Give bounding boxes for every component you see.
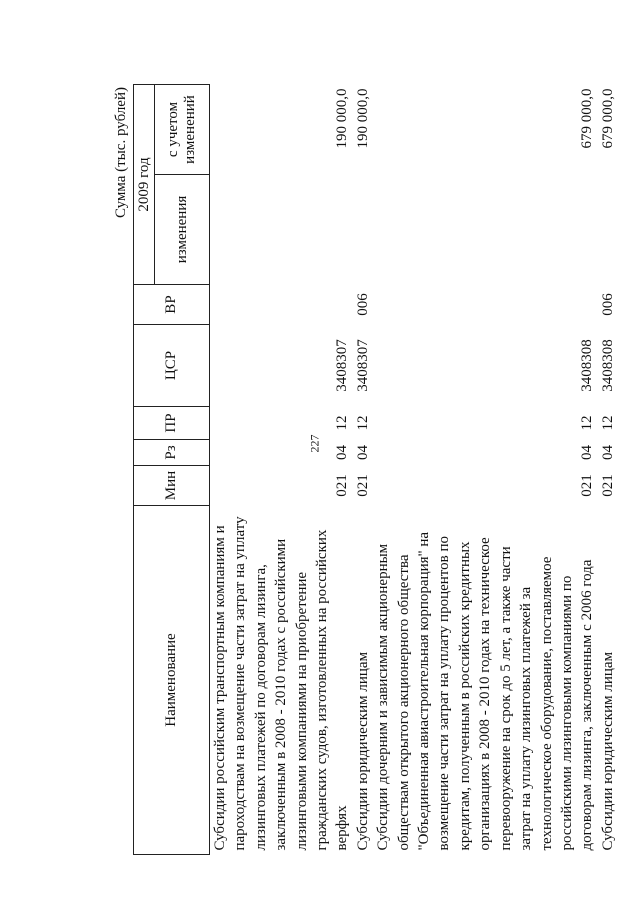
header-vr: ВР xyxy=(134,285,210,325)
row-changes xyxy=(598,175,618,285)
page-number: 227 xyxy=(307,434,322,453)
row-vr xyxy=(373,285,597,325)
table-row xyxy=(598,84,618,854)
row-name: Субсидии дочерним и зависимым акционерным обществам открытого акционерного общества "Объединенная авиастроительная корпорация" на возмещение части затрат на уплату процентов по кредитам, полученным в российских кредитных организациях в 2008 - 2010 годах на техническое перевооружение на срок до 5 лет, а также части затрат на уплату лизинговых платежей за технологическое оборудование, поставляемое российскими лизинговыми компаниями по договорам лизинга, заключенным с 2006 года xyxy=(375,531,596,851)
header-pr: ПР xyxy=(134,407,210,440)
header-with-changes: с учетом изменений xyxy=(155,84,210,174)
row-pr: 12 xyxy=(579,415,596,431)
row-name: Субсидии российским транспортным компаниям и пароходствам на возмещение части затрат на уплату лизинговых платежей по договорам лизинга, заключенным в 2008 - 2010 годах с российскими лизинговыми компаниями на приобретение гражданских судов, изготовленных на российских верфях xyxy=(212,516,351,851)
row-csr: 3408308 xyxy=(599,339,616,392)
header-name: Наименование xyxy=(134,506,210,855)
row-name: Субсидии юридическим лицам xyxy=(599,651,616,851)
row-name: Субсидии юридическим лицам xyxy=(354,651,371,851)
row-csr: 3408307 xyxy=(354,339,371,392)
row-vr xyxy=(210,285,353,325)
row-with-changes: 679 000,0 xyxy=(599,88,616,149)
header-row-1 xyxy=(134,84,155,854)
row-with-changes: 190 000,0 xyxy=(334,88,351,149)
row-min: 021 xyxy=(599,474,616,497)
header-year: 2009 год xyxy=(134,84,155,284)
row-pr: 12 xyxy=(599,415,616,431)
row-changes xyxy=(353,175,373,285)
row-pr: 12 xyxy=(334,415,351,431)
row-vr: 006 xyxy=(354,293,371,316)
rotated-table-block xyxy=(112,85,616,855)
row-vr: 006 xyxy=(599,293,616,316)
row-with-changes: 190 000,0 xyxy=(354,88,371,149)
header-rz: Рз xyxy=(134,440,210,466)
row-min: 021 xyxy=(579,474,596,497)
header-min: Мин xyxy=(134,466,210,506)
row-csr: 3408307 xyxy=(334,339,351,392)
row-rz: 04 xyxy=(579,445,596,460)
table-row xyxy=(373,84,597,854)
header-changes: изменения xyxy=(155,175,210,285)
budget-table xyxy=(133,84,618,855)
sum-caption: Сумма (тыс. рублей) xyxy=(113,87,129,219)
header-csr: ЦСР xyxy=(134,325,210,407)
table-row xyxy=(210,84,353,854)
row-min: 021 xyxy=(334,474,351,497)
row-changes xyxy=(373,175,597,285)
table-row xyxy=(353,84,373,854)
row-rz: 04 xyxy=(599,445,616,460)
row-changes xyxy=(210,175,353,285)
row-pr: 12 xyxy=(354,415,371,431)
row-rz: 04 xyxy=(354,445,371,460)
row-rz: 04 xyxy=(334,445,351,460)
row-with-changes: 679 000,0 xyxy=(579,88,596,149)
row-min: 021 xyxy=(354,474,371,497)
row-csr: 3408308 xyxy=(579,339,596,392)
